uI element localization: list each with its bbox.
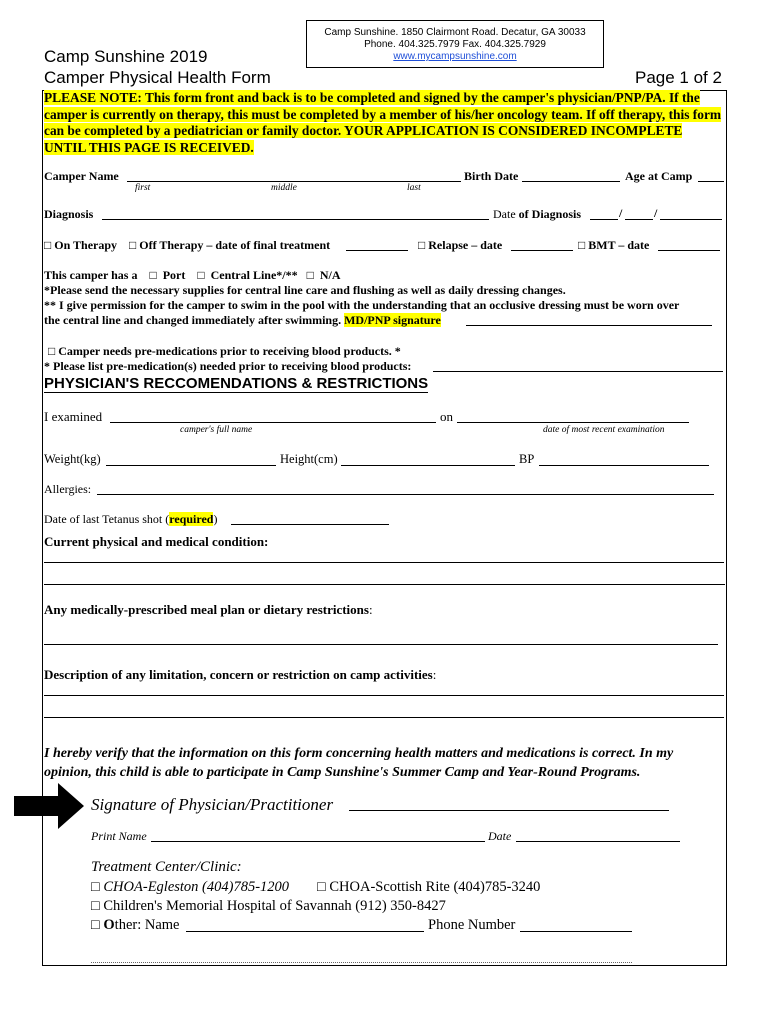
arrow-right-icon xyxy=(14,783,84,829)
choa-egleston-option[interactable]: □ CHOA-Egleston (404)785-1200 xyxy=(91,879,290,895)
checkbox-icon[interactable]: □ xyxy=(418,238,426,252)
birth-date-label: Birth Date xyxy=(464,169,519,183)
weight-field[interactable] xyxy=(106,465,276,466)
premedication-option[interactable]: □ Camper needs pre-medications prior to receiving blood products. * xyxy=(48,344,401,358)
address-line: Camp Sunshine. 1850 Clairmont Road. Decatur, GA 30033 xyxy=(324,27,586,38)
diagnosis-year-field[interactable] xyxy=(660,219,722,220)
md-pnp-signature-field[interactable] xyxy=(466,325,712,326)
relapse-option[interactable]: □ Relapse – date xyxy=(418,238,503,252)
section-title: PHYSICIAN'S RECCOMENDATIONS & RESTRICTIONS xyxy=(44,375,429,392)
print-name-field[interactable] xyxy=(151,841,485,842)
bp-label: BP xyxy=(519,452,535,466)
checkbox-icon: □ xyxy=(91,879,100,895)
physician-signature-field[interactable] xyxy=(349,810,669,811)
first-name-caption: first xyxy=(135,183,151,193)
checkbox-icon: □ xyxy=(149,268,157,282)
physician-signature-label: Signature of Physician/Practitioner xyxy=(91,795,334,814)
please-note-text: PLEASE NOTE: This form front and back is to be completed and signed by the camper's physician/PNP/PA. If the camper is currently on therapy, this must be completed by a member of his/her oncology team. If off therapy, this form can be completed by a pediatrician or family doctor. YOUR APPLICATION IS CONSIDERED INCOMPLETE UNTIL THIS PAGE IS RECEIVED. xyxy=(44,90,722,155)
signature-date-field[interactable] xyxy=(516,841,680,842)
page-number: Page 1 of 2 xyxy=(635,68,722,87)
limitation-line-2[interactable] xyxy=(44,717,724,718)
off-therapy-option[interactable]: □ Off Therapy – date of final treatment xyxy=(129,238,331,252)
address-line-field[interactable] xyxy=(91,962,632,963)
checkbox-icon[interactable]: □ xyxy=(44,238,52,252)
form-title: Camper Physical Health Form xyxy=(44,68,271,87)
camper-name-field[interactable] xyxy=(127,181,461,182)
camper-full-name-field[interactable] xyxy=(110,422,436,423)
weight-label: Weight(kg) xyxy=(44,452,101,466)
age-at-camp-label: Age at Camp xyxy=(625,169,693,183)
central-line-option[interactable]: □ Central Line*/** xyxy=(197,268,298,282)
examined-label: I examined xyxy=(44,409,103,424)
exam-date-caption: date of most recent examination xyxy=(543,425,665,435)
please-note xyxy=(44,90,724,156)
full-name-caption: camper's full name xyxy=(180,425,253,435)
checkbox-icon: □ xyxy=(91,898,100,914)
checkbox-icon[interactable]: □ xyxy=(129,238,137,252)
meal-plan-label: Any medically-prescribed meal plan or dietary restrictions: xyxy=(44,602,373,617)
condition-line-2[interactable] xyxy=(44,584,725,585)
limitation-line-1[interactable] xyxy=(44,695,724,696)
checkbox-icon: □ xyxy=(306,268,314,282)
central-line-note-3: the central line and changed immediately after swimming. MD/PNP signature xyxy=(44,313,441,327)
required-tag: required xyxy=(169,512,214,526)
diagnosis-field[interactable] xyxy=(102,219,489,220)
na-option[interactable]: □ N/A xyxy=(306,268,341,282)
childrens-memorial-option[interactable]: □ Children's Memorial Hospital of Savannah (912) 350-8427 xyxy=(91,898,446,914)
limitation-label: Description of any limitation, concern or restriction on camp activities: xyxy=(44,667,437,682)
phone-number-label: Phone Number xyxy=(428,917,516,933)
last-name-caption: last xyxy=(407,183,421,193)
checkbox-icon: □ xyxy=(91,917,100,933)
md-pnp-signature-label: MD/PNP signature xyxy=(344,313,441,327)
height-field[interactable] xyxy=(341,465,515,466)
bmt-date-field[interactable] xyxy=(658,250,720,251)
allergies-label: Allergies: xyxy=(44,482,92,496)
line-access-row: This camper has a □ Port □ Central Line*/** □ N/A xyxy=(44,268,341,282)
bmt-option[interactable]: □ BMT – date xyxy=(578,238,650,252)
allergies-field[interactable] xyxy=(97,494,714,495)
choa-scottish-rite-option[interactable]: □ CHOA-Scottish Rite (404)785-3240 xyxy=(317,879,541,895)
treatment-center-title: Treatment Center/Clinic: xyxy=(91,859,242,875)
website-link[interactable]: www.mycampsunshine.com xyxy=(393,51,517,62)
premedication-list-label: * Please list pre-medication(s) needed prior to receiving blood products: xyxy=(44,359,412,373)
central-line-note-1: *Please send the necessary supplies for central line care and flushing as well as daily dressing changes. xyxy=(44,283,566,297)
verification-statement: I hereby verify that the information on this form concerning health matters and medications is correct. In my opinion, this child is able to participate in Camp Sunshine's Summer Camp and Year-Round Programs. xyxy=(44,746,674,780)
meal-plan-line[interactable] xyxy=(44,644,718,645)
checkbox-icon: □ xyxy=(197,268,205,282)
premedication-list-field[interactable] xyxy=(433,371,723,372)
signature-date-label: Date xyxy=(488,829,512,843)
diagnosis-label: Diagnosis xyxy=(44,207,94,221)
condition-label: Current physical and medical condition: xyxy=(44,534,269,549)
middle-name-caption: middle xyxy=(271,183,297,193)
tetanus-date-field[interactable] xyxy=(231,524,389,525)
relapse-date-field[interactable] xyxy=(511,250,573,251)
central-line-note-2: ** I give permission for the camper to swim in the pool with the understanding that an occlusive dressing must be worn over xyxy=(44,298,680,312)
on-therapy-option[interactable]: □ On Therapy xyxy=(44,238,118,252)
form-year-title: Camp Sunshine 2019 xyxy=(44,47,208,66)
checkbox-icon: □ xyxy=(48,344,56,358)
other-name-field[interactable] xyxy=(186,931,424,932)
age-at-camp-field[interactable] xyxy=(698,181,724,182)
diagnosis-month-field[interactable] xyxy=(590,219,618,220)
diagnosis-day-field[interactable] xyxy=(625,219,653,220)
print-name-label: Print Name xyxy=(91,829,147,843)
exam-on-label: on xyxy=(440,409,453,424)
checkbox-icon: □ xyxy=(317,879,326,895)
checkbox-icon[interactable]: □ xyxy=(578,238,586,252)
final-treatment-date-field[interactable] xyxy=(346,250,408,251)
address-box xyxy=(306,20,604,68)
port-option[interactable]: □ Port xyxy=(149,268,186,282)
phone-number-field[interactable] xyxy=(520,931,632,932)
camper-name-label: Camper Name xyxy=(44,169,119,183)
condition-line-1[interactable] xyxy=(44,562,724,563)
phone-fax-line: Phone. 404.325.7979 Fax. 404.325.7929 xyxy=(364,39,546,50)
birth-date-field[interactable] xyxy=(522,181,620,182)
bp-field[interactable] xyxy=(539,465,709,466)
tetanus-label: Date of last Tetanus shot (required) xyxy=(44,512,218,526)
height-label: Height(cm) xyxy=(280,452,338,466)
other-option[interactable]: □ Other: Name xyxy=(91,917,180,933)
exam-date-field[interactable] xyxy=(457,422,689,423)
date-of-diagnosis-label: Date of Diagnosis xyxy=(493,207,581,221)
